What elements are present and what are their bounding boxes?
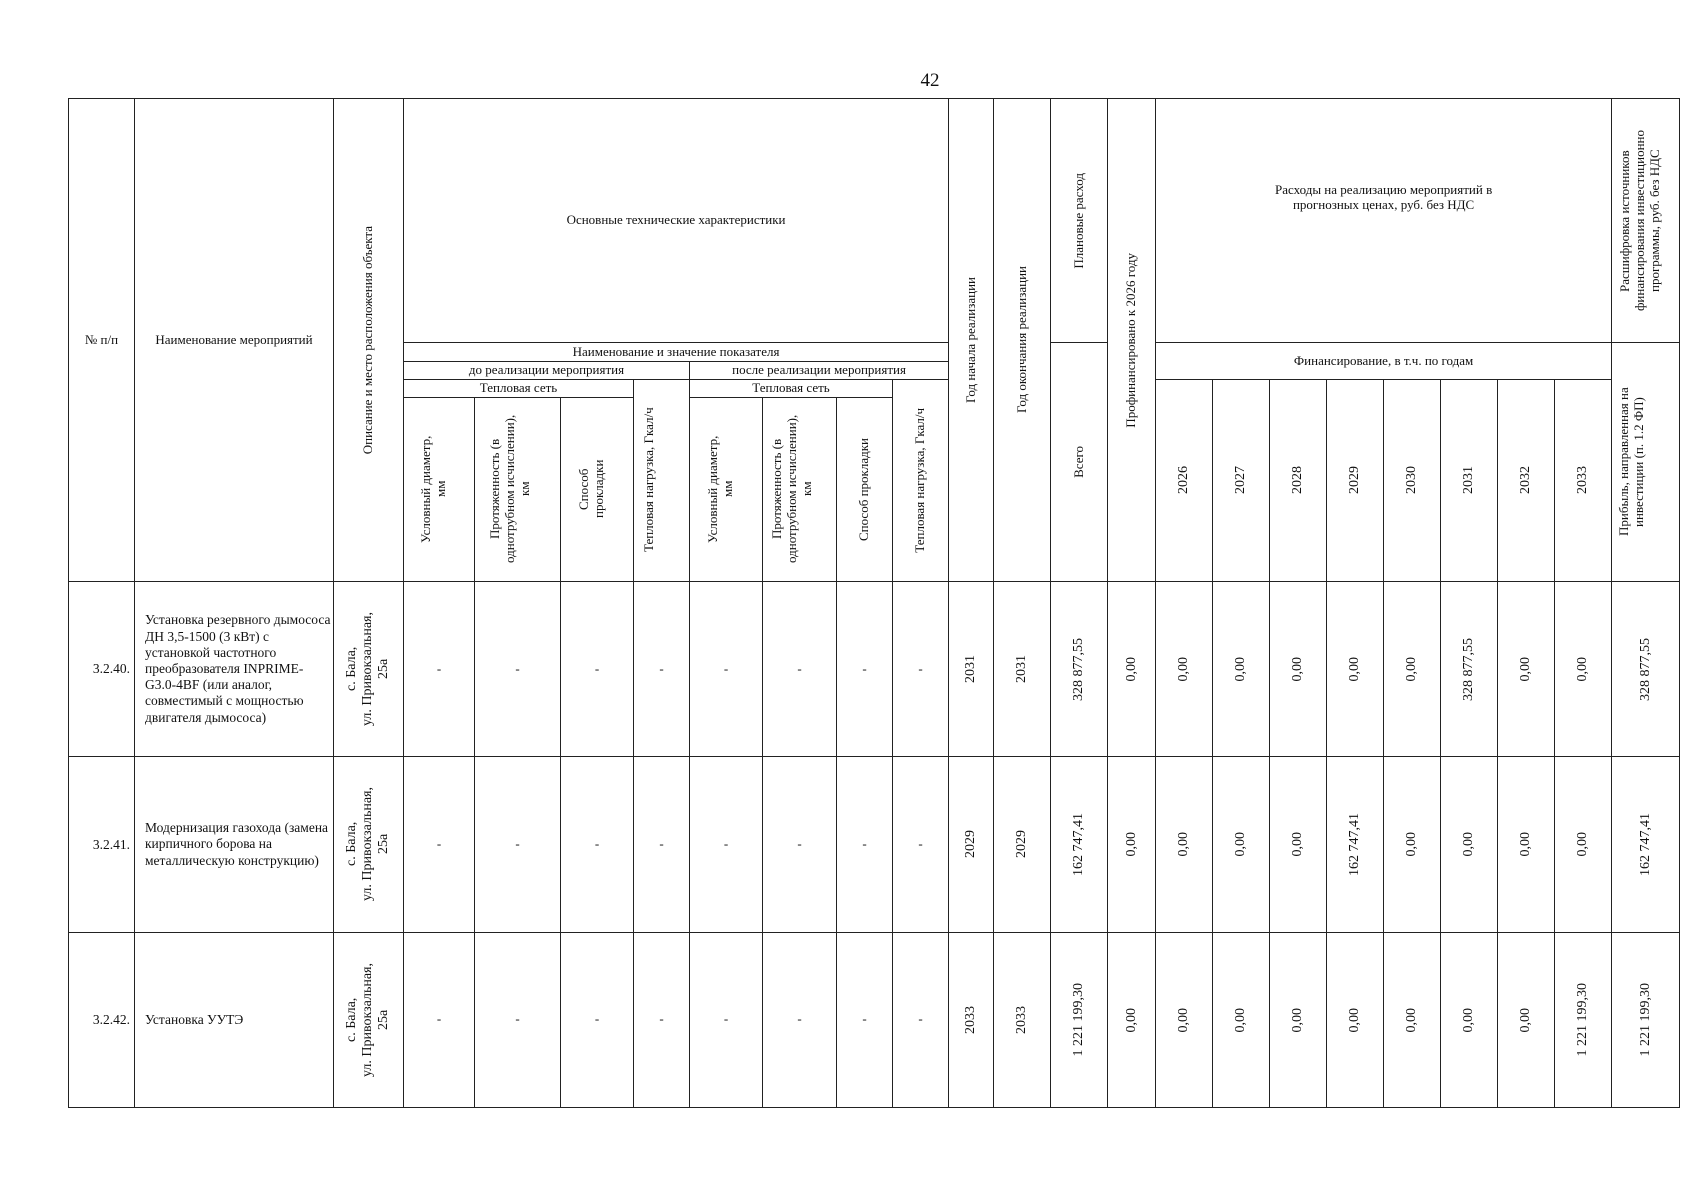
row-tech-load-before: -: [634, 757, 690, 932]
row-location: с. Бала, ул. Привокзальная, 25а: [334, 757, 404, 932]
header-load-after: Тепловая нагрузка, Гкал/ч: [893, 379, 949, 581]
row-year-2031-value: 0,00: [1441, 932, 1498, 1107]
row-year-end: 2029: [994, 757, 1051, 932]
row-profit: 1 221 199,30: [1612, 932, 1680, 1107]
row-number: 3.2.40.: [69, 581, 135, 756]
row-year-2033-value: 0,00: [1555, 581, 1612, 756]
row-tech-length-after: -: [763, 757, 837, 932]
row-tech-load-before: -: [634, 932, 690, 1107]
row-tech-length-before: -: [475, 581, 561, 756]
row-tech-method-after: -: [837, 757, 893, 932]
row-year-2027-value: 0,00: [1213, 932, 1270, 1107]
row-name: Модернизация газохода (замена кирпичного борова на металлическую конструкцию): [135, 757, 334, 932]
table-row: [69, 581, 1680, 756]
row-year-2028-value: 0,00: [1270, 932, 1327, 1107]
row-profit: 162 747,41: [1612, 757, 1680, 932]
row-tech-length-after: -: [763, 581, 837, 756]
row-tech-length-before: -: [475, 932, 561, 1107]
header-after: после реализации мероприятия: [690, 361, 949, 379]
row-year-end: 2031: [994, 581, 1051, 756]
row-tech-method-after: -: [837, 581, 893, 756]
row-tech-method-before: -: [561, 757, 634, 932]
header-year-2030: 2030: [1384, 379, 1441, 581]
row-number: 3.2.42.: [69, 932, 135, 1107]
row-tech-diam-before: -: [404, 581, 475, 756]
header-profit: Прибыль, направленная на инвестиции (п. 1.2 ФП): [1612, 343, 1680, 581]
investment-table: [68, 98, 1680, 1108]
header-year-2026: 2026: [1156, 379, 1213, 581]
row-year-2027-value: 0,00: [1213, 581, 1270, 756]
row-tech-method-after: -: [837, 932, 893, 1107]
header-year-2028: 2028: [1270, 379, 1327, 581]
header-load-before: Тепловая нагрузка, Гкал/ч: [634, 379, 690, 581]
table-row: [69, 757, 1680, 932]
header-num: № п/п: [69, 99, 135, 582]
header-method-before: Способ прокладки: [561, 397, 634, 581]
header-year-2033: 2033: [1555, 379, 1612, 581]
header-network-before: Тепловая сеть: [404, 379, 634, 397]
header-row-1: [69, 99, 1680, 343]
row-year-2033-value: 1 221 199,30: [1555, 932, 1612, 1107]
row-prefinanced: 0,00: [1108, 581, 1156, 756]
header-indicator: Наименование и значение показателя: [404, 343, 949, 361]
header-financing: Финансирование, в т.ч. по годам: [1156, 343, 1612, 379]
row-tech-method-before: -: [561, 932, 634, 1107]
header-prefinanced: Профинансировано к 2026 году: [1108, 99, 1156, 582]
header-year-2029: 2029: [1327, 379, 1384, 581]
header-year-2027: 2027: [1213, 379, 1270, 581]
row-tech-load-before: -: [634, 581, 690, 756]
row-year-2032-value: 0,00: [1498, 757, 1555, 932]
row-tech-diam-before: -: [404, 757, 475, 932]
row-tech-length-after: -: [763, 932, 837, 1107]
row-year-2031-value: 0,00: [1441, 757, 1498, 932]
header-diam-before: Условный диаметр, мм: [404, 397, 475, 581]
row-tech-diam-after: -: [690, 932, 763, 1107]
header-name: Наименование мероприятий: [135, 99, 334, 582]
row-total: 328 877,55: [1051, 581, 1108, 756]
row-location: с. Бала, ул. Привокзальная, 25а: [334, 932, 404, 1107]
header-length-before: Протяженность (в однотрубном исчислении), км: [475, 397, 561, 581]
row-year-start: 2029: [949, 757, 994, 932]
row-year-2028-value: 0,00: [1270, 581, 1327, 756]
row-year-2026-value: 0,00: [1156, 581, 1213, 756]
row-tech-method-before: -: [561, 581, 634, 756]
row-year-2026-value: 0,00: [1156, 932, 1213, 1107]
row-tech-load-after: -: [893, 581, 949, 756]
row-year-start: 2033: [949, 932, 994, 1107]
row-total: 1 221 199,30: [1051, 932, 1108, 1107]
page-number: 42: [920, 70, 940, 91]
row-name: Установка резервного дымососа ДН 3,5-1500 (3 кВт) с установкой частотного преобразователя INPRIME-G3.0-4BF (или аналог, совместимый с мощностью двигателя дымососа): [135, 581, 334, 756]
row-year-2029-value: 0,00: [1327, 581, 1384, 756]
row-tech-diam-after: -: [690, 581, 763, 756]
row-tech-length-before: -: [475, 757, 561, 932]
row-year-2032-value: 0,00: [1498, 581, 1555, 756]
header-sources: Расшифровка источников финансирования инвестиционно программы, руб. без НДС: [1612, 99, 1680, 343]
header-method-after: Способ прокладки: [837, 397, 893, 581]
row-tech-diam-after: -: [690, 757, 763, 932]
header-diam-after: Условный диаметр, мм: [690, 397, 763, 581]
row-tech-diam-before: -: [404, 932, 475, 1107]
row-number: 3.2.41.: [69, 757, 135, 932]
row-year-2027-value: 0,00: [1213, 757, 1270, 932]
header-planned: Плановые расход: [1051, 99, 1108, 343]
row-year-end: 2033: [994, 932, 1051, 1107]
row-year-2030-value: 0,00: [1384, 757, 1441, 932]
row-prefinanced: 0,00: [1108, 757, 1156, 932]
header-year-2031: 2031: [1441, 379, 1498, 581]
row-year-2030-value: 0,00: [1384, 932, 1441, 1107]
header-year-2032: 2032: [1498, 379, 1555, 581]
row-profit: 328 877,55: [1612, 581, 1680, 756]
table-row: [69, 932, 1680, 1107]
row-year-2028-value: 0,00: [1270, 757, 1327, 932]
row-name: Установка УУТЭ: [135, 932, 334, 1107]
header-total: Всего: [1051, 343, 1108, 581]
row-year-2030-value: 0,00: [1384, 581, 1441, 756]
row-year-2032-value: 0,00: [1498, 932, 1555, 1107]
row-tech-load-after: -: [893, 757, 949, 932]
header-year-end: Год окончания реализации: [994, 99, 1051, 582]
header-length-after: Протяженность (в однотрубном исчислении), км: [763, 397, 837, 581]
row-year-2029-value: 162 747,41: [1327, 757, 1384, 932]
header-before: до реализации мероприятия: [404, 361, 690, 379]
header-location: Описание и место расположения объекта: [334, 99, 404, 582]
row-year-2033-value: 0,00: [1555, 757, 1612, 932]
header-tech: Основные технические характеристики: [404, 99, 949, 343]
row-prefinanced: 0,00: [1108, 932, 1156, 1107]
row-year-2031-value: 328 877,55: [1441, 581, 1498, 756]
row-location: с. Бала, ул. Привокзальная, 25а: [334, 581, 404, 756]
row-year-start: 2031: [949, 581, 994, 756]
row-total: 162 747,41: [1051, 757, 1108, 932]
header-year-start: Год начала реализации: [949, 99, 994, 582]
row-year-2026-value: 0,00: [1156, 757, 1213, 932]
header-network-after: Тепловая сеть: [690, 379, 893, 397]
header-costs: Расходы на реализацию мероприятий в прогнозных ценах, руб. без НДС: [1156, 99, 1612, 343]
row-year-2029-value: 0,00: [1327, 932, 1384, 1107]
row-tech-load-after: -: [893, 932, 949, 1107]
